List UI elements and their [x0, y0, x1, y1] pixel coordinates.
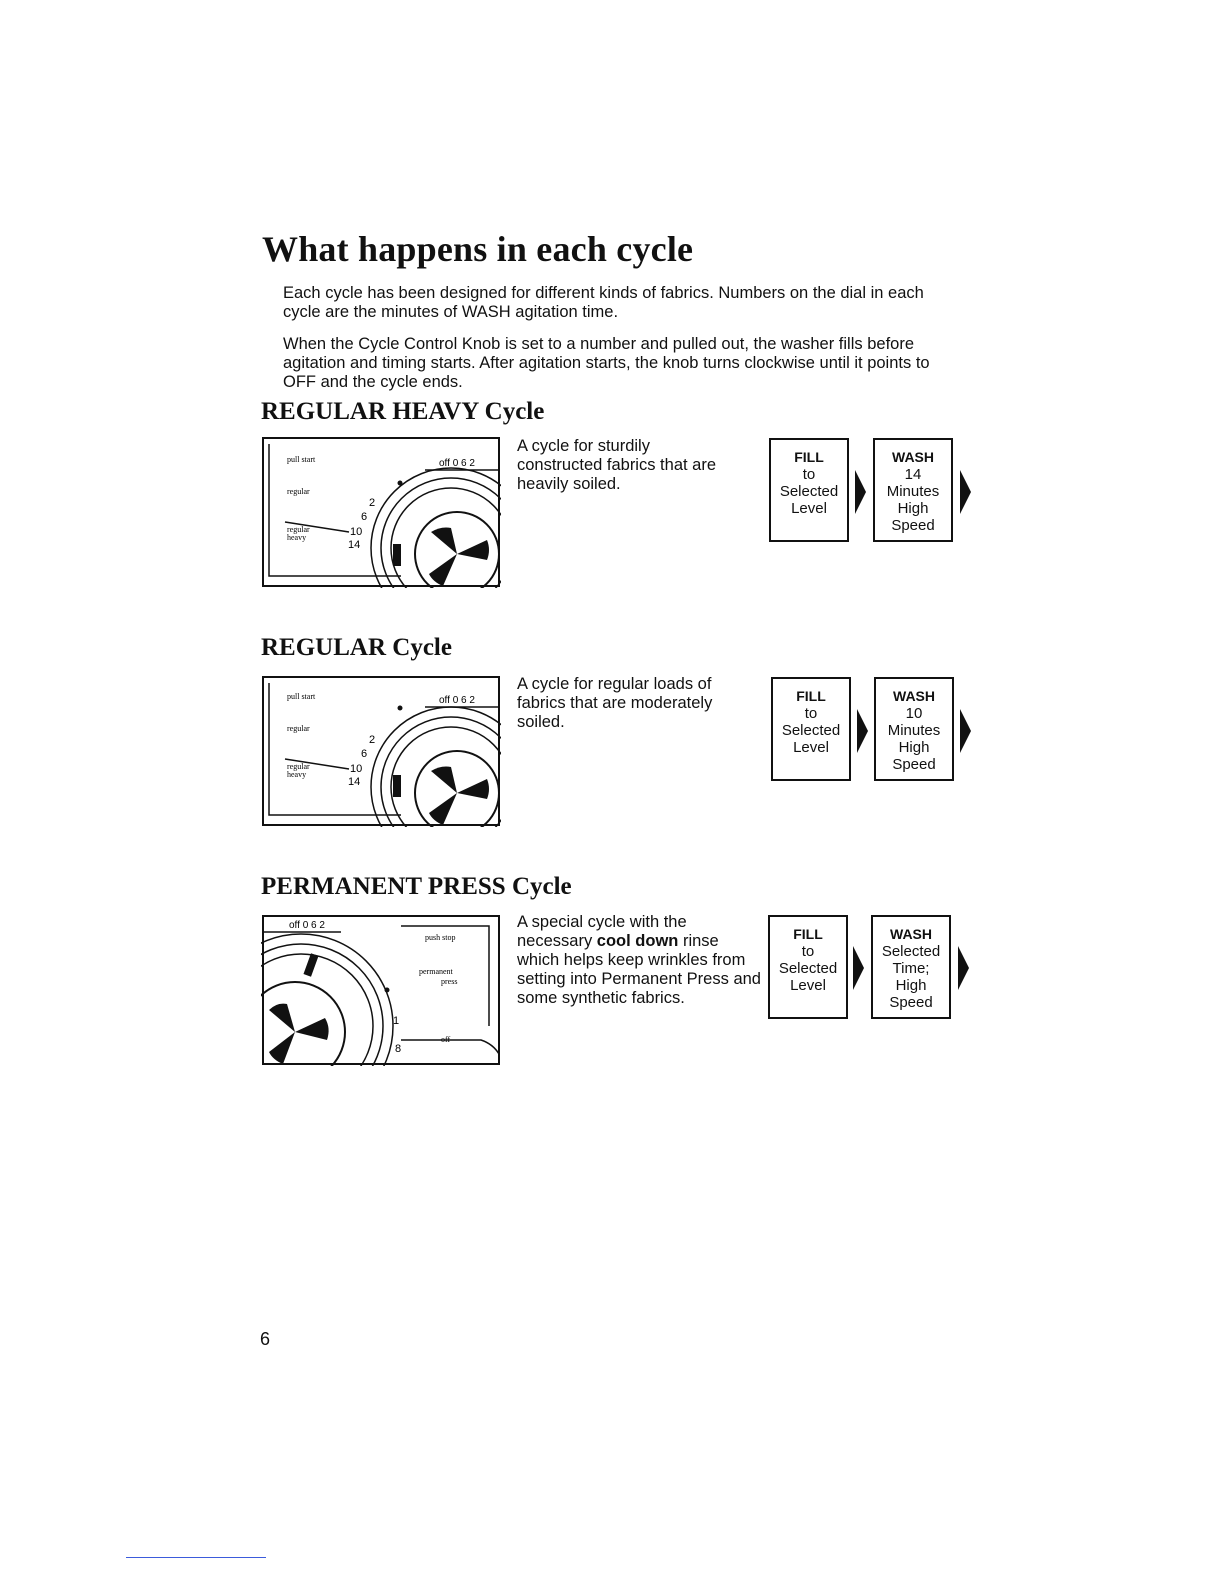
dial-label-regular: regular	[287, 724, 310, 733]
flow-arrow-icon	[857, 709, 868, 753]
regular-heavy-fill-box	[769, 438, 849, 542]
wash-line-3: Minutes	[886, 483, 940, 500]
dial-label-regular-2: regular	[287, 762, 310, 771]
fill-line-2: to	[804, 705, 818, 722]
permanent-press-fill-box	[768, 915, 848, 1019]
dial-label-heavy: heavy	[287, 770, 307, 779]
regular-heavy-wash-box	[873, 438, 953, 542]
dial-label-off: off	[441, 1035, 451, 1044]
fill-label: FILL	[794, 449, 824, 465]
description-cool-down: cool down	[596, 932, 679, 950]
wash-label: WASH	[892, 449, 934, 465]
wash-line-4: High	[898, 739, 930, 756]
intro-paragraph-2: When the Cycle Control Knob is set to a number and pulled out, the washer fills before agitation and timing starts. After agitation starts, the knob turns clockwise until it points to OFF and the cycle ends.	[283, 335, 930, 391]
dial-number-8: 8	[395, 1043, 402, 1055]
dial-label-push-stop: push stop	[425, 933, 456, 942]
dial-top-scale: off 0 6 2	[289, 920, 325, 931]
wash-line-3: Time;	[892, 960, 930, 977]
intro-paragraph-1: Each cycle has been designed for different kinds of fabrics. Numbers on the dial in each cycle are the minutes of WASH agitation time.	[283, 284, 924, 321]
regular-heavy-dial-illustration	[261, 436, 501, 588]
wash-line-5: Speed	[891, 517, 935, 534]
fill-line-4: Level	[790, 977, 826, 994]
dial-label-heavy: heavy	[287, 533, 307, 542]
wash-line-3: Minutes	[887, 722, 941, 739]
dial-number-1: 1	[393, 1015, 400, 1027]
wash-line-5: Speed	[892, 756, 936, 773]
regular-dial-illustration	[261, 675, 501, 827]
dial-label-permanent: permanent	[419, 967, 453, 976]
permanent-press-description	[517, 913, 762, 1008]
dial-number-6: 6	[361, 748, 368, 760]
page-title: What happens in each cycle	[262, 229, 694, 269]
flow-arrow-icon	[960, 709, 971, 753]
wash-label: WASH	[893, 688, 935, 704]
wash-line-2: Selected	[881, 943, 941, 960]
dial-label-regular: regular	[287, 487, 310, 496]
permanent-press-wash-box	[871, 915, 951, 1019]
fill-line-3: Selected	[778, 960, 838, 977]
permanent-press-heading: PERMANENT PRESS Cycle	[261, 873, 572, 900]
wash-line-4: High	[897, 500, 929, 517]
fill-line-4: Level	[791, 500, 827, 517]
flow-arrow-icon	[958, 946, 969, 990]
flow-arrow-icon	[853, 946, 864, 990]
description-part-2: rinse which helps keep wrinkles from setting into Permanent Press and some synthetic fabrics.	[517, 932, 761, 1007]
regular-heavy-description: A cycle for sturdily constructed fabrics that are heavily soiled.	[517, 437, 717, 493]
regular-fill-box	[771, 677, 851, 781]
dial-number-14: 14	[348, 776, 361, 788]
fill-line-3: Selected	[779, 483, 839, 500]
dial-number-2: 2	[369, 734, 376, 746]
dial-number-10: 10	[350, 763, 363, 775]
wash-line-5: Speed	[889, 994, 933, 1011]
fill-label: FILL	[793, 926, 823, 942]
regular-description: A cycle for regular loads of fabrics that are moderately soiled.	[517, 675, 713, 731]
fill-line-2: to	[801, 943, 815, 960]
description-part-1: A special cycle with the necessary	[517, 913, 687, 950]
regular-wash-box	[874, 677, 954, 781]
page-number: 6	[260, 1329, 271, 1349]
dial-label-pull-start: pull start	[287, 692, 316, 701]
fill-line-2: to	[802, 466, 816, 483]
dial-number-2: 2	[369, 497, 376, 509]
dial-number-6: 6	[361, 511, 368, 523]
flow-arrow-icon	[855, 470, 866, 514]
regular-heading: REGULAR Cycle	[261, 634, 452, 661]
flow-arrow-icon	[960, 470, 971, 514]
dial-number-10: 10	[350, 526, 363, 538]
dial-number-14: 14	[348, 539, 361, 551]
dial-label-pull-start: pull start	[287, 455, 316, 464]
regular-heavy-heading: REGULAR HEAVY Cycle	[261, 398, 545, 425]
fill-line-4: Level	[793, 739, 829, 756]
permanent-press-dial-illustration	[261, 914, 501, 1066]
wash-label: WASH	[890, 926, 932, 942]
dial-top-scale: off 0 6 2	[439, 458, 475, 469]
wash-line-4: High	[895, 977, 927, 994]
footer-rule	[126, 1557, 266, 1558]
fill-line-3: Selected	[781, 722, 841, 739]
dial-label-regular-2: regular	[287, 525, 310, 534]
wash-line-2: 14	[904, 466, 922, 483]
dial-top-scale: off 0 6 2	[439, 695, 475, 706]
fill-label: FILL	[796, 688, 826, 704]
dial-label-press: press	[441, 977, 458, 986]
wash-line-2: 10	[905, 705, 923, 722]
